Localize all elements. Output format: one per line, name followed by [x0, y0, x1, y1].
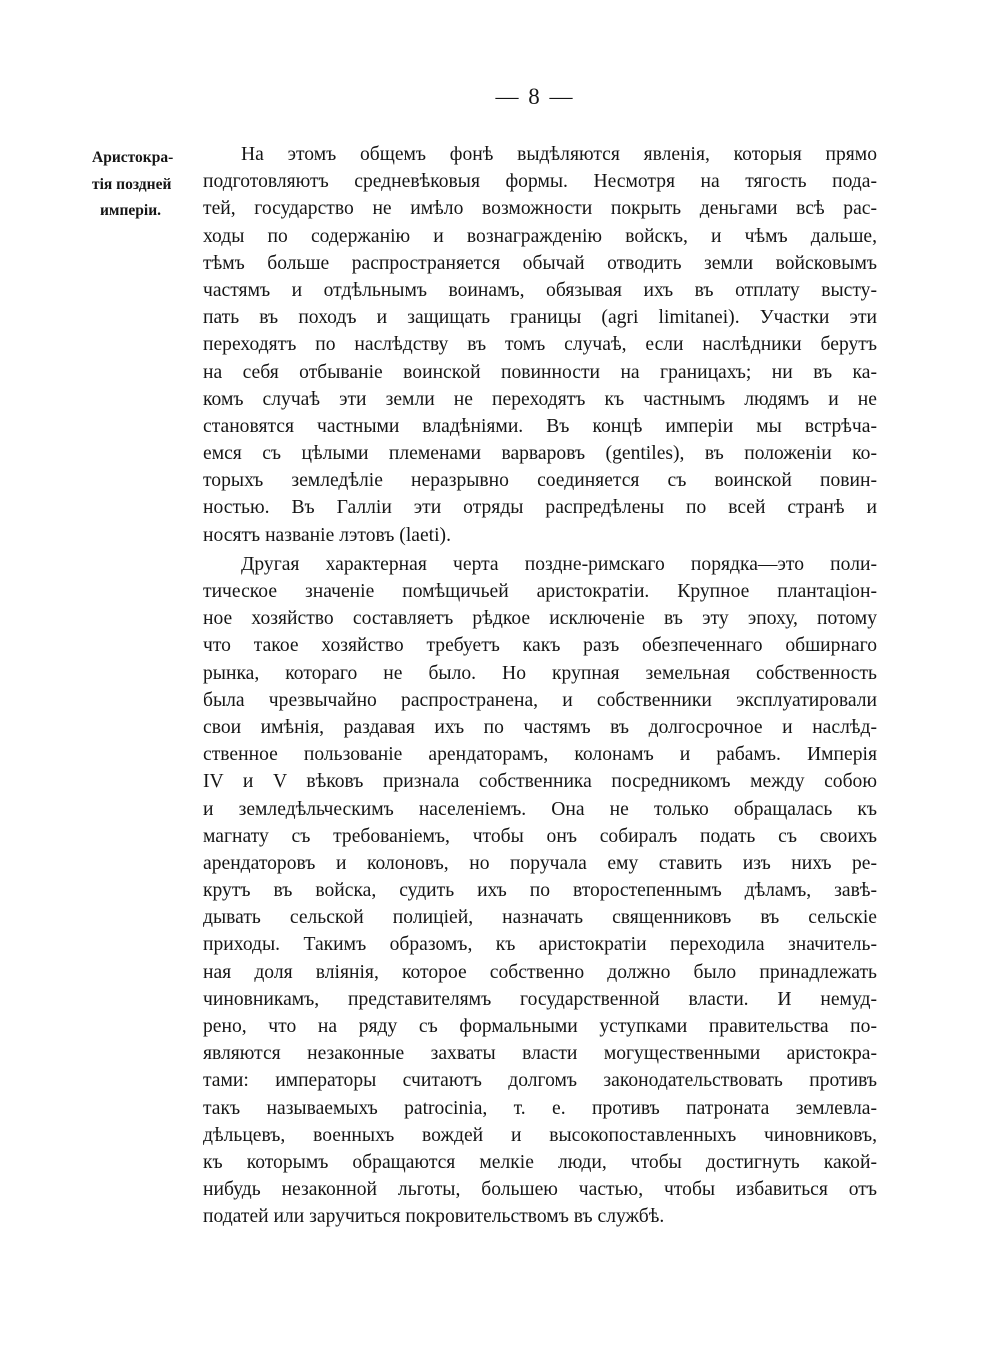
paragraph: [203, 551, 877, 1231]
text-line: ностью. Въ Галліи эти отряды распредѣлены по всей странѣ и: [203, 497, 877, 519]
text-line: арендаторовъ и колоновъ, но поручала ему ставить изъ нихъ ре-: [203, 852, 877, 874]
text-line: чиновникамъ, представителямъ государственной власти. И немуд-: [203, 988, 877, 1010]
text-line: Другая характерная черта поздне-римскаго порядка—это поли-: [241, 553, 877, 575]
text-line: На этомъ общемъ фонѣ выдѣляются явленія, которыя прямо: [241, 144, 877, 165]
text-line: магнату съ требованіемъ, чтобы онъ собиралъ подать съ своихъ: [203, 825, 877, 847]
text-line: являются незаконные захваты власти могущественными аристокра-: [203, 1043, 877, 1065]
text-line: такъ называемыхъ patrocinia, т. е. противъ патроната землевла-: [203, 1097, 877, 1119]
text-line: дывать сельской полиціей, назначать священниковъ въ сельскіе: [203, 907, 877, 929]
text-line: переходятъ по наслѣдству въ томъ случаѣ, если наслѣдники берутъ: [203, 334, 877, 356]
text-line: нибудь незаконной льготы, большею частью, чтобы избавиться отъ: [203, 1179, 877, 1201]
margin-note-line: имперіи.: [100, 202, 162, 220]
text-line: частямъ и отдѣльнымъ воинамъ, обязывая ихъ въ отплату высту-: [203, 279, 877, 301]
text-line: рено, что на ряду съ формальными уступками правительства по-: [203, 1016, 877, 1037]
text-line: емся съ цѣлыми племенами варваровъ (gentiles), въ положеніи ко-: [203, 443, 877, 465]
text-line: къ которымъ обращаются мелкіе люди, чтобы достигнуть какой-: [203, 1151, 877, 1173]
text-line: свои имѣнія, раздавая ихъ по частямъ въ долгосрочное и наслѣд-: [203, 716, 877, 738]
text-line: тей, государство не имѣло возможности покрыть деньгами всѣ рас-: [203, 198, 877, 220]
text-line: и земледѣльческимъ населеніемъ. Она не только обращалась къ: [203, 798, 877, 820]
text-line: пать въ походъ и защищать границы (agri limitanei). Участки эти: [203, 307, 877, 329]
paragraph: [203, 141, 877, 549]
text-line: тами: императоры считаютъ долгомъ законодательствовать противъ: [203, 1070, 877, 1092]
text-line: рынка, котораго не было. Но крупная земельная собственность: [203, 662, 877, 684]
text-line: была чрезвычайно распространена, и собственники эксплуатировали: [203, 689, 877, 711]
margin-note-line: тія поздней: [92, 175, 172, 193]
text-line: носятъ названіе лэтовъ (laeti).: [203, 524, 451, 546]
text-line: тѣмъ больше распространяется обычай отводить земли войсковымъ: [203, 252, 877, 274]
text-line: что такое хозяйство требуетъ какъ разъ обезпеченнаго обширнаго: [203, 635, 877, 657]
text-line: приходы. Такимъ образомъ, къ аристократіи переходила значитель-: [203, 934, 877, 956]
text-line: крутъ въ войска, судить ихъ по второстепеннымъ дѣламъ, завѣ-: [203, 880, 877, 902]
text-line: на себя отбываніе воинской повинности на границахъ; ни въ ка-: [203, 361, 877, 383]
text-line: ная доля вліянія, которое собственно должно было принадлежать: [203, 961, 877, 983]
text-line: тическое значеніе помѣщичьей аристократіи. Крупное плантаціон-: [203, 581, 877, 602]
text-line: дѣльцевъ, военныхъ вождей и высокопоставленныхъ чиновниковъ,: [203, 1124, 877, 1146]
text-line: податей или заручиться покровительствомъ въ службѣ.: [203, 1206, 665, 1228]
text-line: торыхъ земледѣліе неразрывно соединяется съ воинской повин-: [203, 470, 877, 492]
body-text: [203, 141, 877, 1231]
text-line: подготовляютъ средневѣковыя формы. Несмотря на тягость пода-: [203, 171, 877, 193]
text-line: ственное пользованіе арендаторамъ, колонамъ и рабамъ. Имперія: [203, 744, 877, 766]
page-number: — 8 —: [495, 84, 575, 109]
text-line: ходы по содержанію и вознагражденію войскъ, и чѣмъ дальше,: [203, 225, 877, 247]
margin-note: [92, 145, 204, 225]
text-line: ное хозяйство составляетъ рѣдкое исключеніе въ эту эпоху, потому: [203, 608, 877, 630]
margin-note-line: Аристокра-: [92, 149, 174, 166]
text-line: становятся частными владѣніями. Въ концѣ имперіи мы встрѣча-: [203, 415, 877, 437]
text-line: комъ случаѣ эти земли не переходятъ къ частнымъ людямъ и не: [203, 388, 877, 410]
text-line: IV и V вѣковъ признала собственника посредникомъ между собою: [203, 771, 877, 793]
